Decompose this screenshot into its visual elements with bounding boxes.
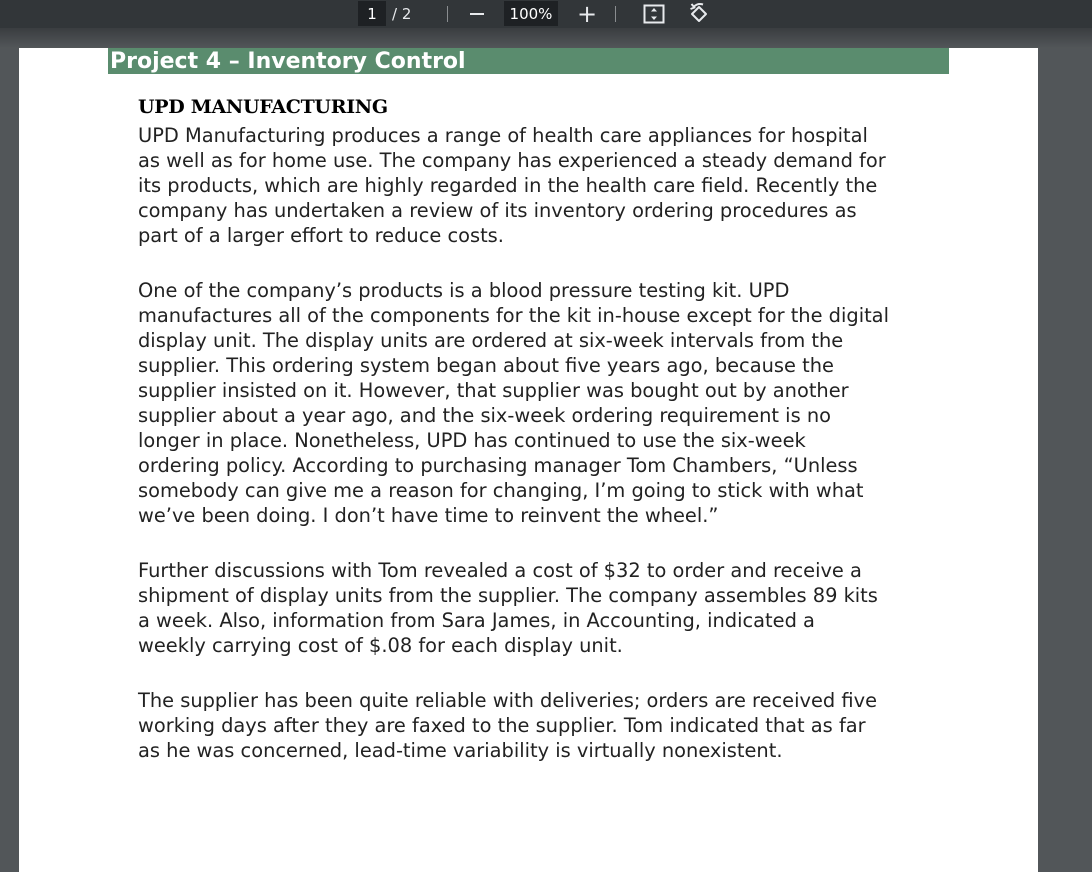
text-line: shipment of display units from the supplier. The company assembles 89 kits — [138, 584, 878, 607]
text-line: Further discussions with Tom revealed a cost of $32 to order and receive a — [138, 559, 862, 582]
pdf-toolbar — [0, 0, 1092, 28]
zoom-level-input[interactable]: 100% — [504, 1, 558, 26]
fit-to-page-icon — [643, 4, 665, 24]
text-line: company has undertaken a review of its inventory ordering procedures as — [138, 199, 857, 222]
text-line: manufactures all of the components for the kit in-house except for the digital — [138, 304, 889, 327]
paragraph — [138, 278, 889, 528]
zoom-out-button[interactable] — [466, 0, 488, 28]
page-number-input[interactable]: 1 — [358, 1, 386, 26]
toolbar-divider — [615, 6, 616, 22]
paragraph — [138, 123, 886, 248]
text-line: supplier about a year ago, and the six-week ordering requirement is no — [138, 404, 831, 427]
text-line: part of a larger effort to reduce costs. — [138, 224, 504, 247]
text-line: as well as for home use. The company has experienced a steady demand for — [138, 149, 886, 172]
page-count: / 2 — [392, 5, 412, 23]
viewer-background — [0, 28, 1092, 48]
text-line: we’ve been doing. I don’t have time to reinvent the wheel.” — [138, 504, 719, 527]
project-banner: Project 4 – Inventory Control — [108, 48, 949, 74]
document-heading: UPD MANUFACTURING — [138, 96, 388, 118]
text-line: The supplier has been quite reliable with deliveries; orders are received five — [138, 689, 877, 712]
paragraph — [138, 558, 878, 658]
paragraph — [138, 688, 877, 763]
text-line: somebody can give me a reason for changing, I’m going to stick with what — [138, 479, 864, 502]
rotate-icon — [687, 2, 711, 26]
minus-icon — [470, 13, 484, 15]
text-line: longer in place. Nonetheless, UPD has continued to use the six-week — [138, 429, 806, 452]
text-line: as he was concerned, lead-time variability is virtually nonexistent. — [138, 739, 783, 762]
text-line: display unit. The display units are ordered at six-week intervals from the — [138, 329, 844, 352]
pdf-page — [19, 48, 1038, 872]
rotate-button[interactable] — [687, 0, 711, 28]
text-line: weekly carrying cost of $.08 for each display unit. — [138, 634, 623, 657]
text-line: supplier. This ordering system began about five years ago, because the — [138, 354, 834, 377]
text-line: UPD Manufacturing produces a range of health care appliances for hospital — [138, 124, 868, 147]
fit-to-page-button[interactable] — [642, 0, 666, 28]
text-line: a week. Also, information from Sara James, in Accounting, indicated a — [138, 609, 815, 632]
text-line: ordering policy. According to purchasing manager Tom Chambers, “Unless — [138, 454, 858, 477]
zoom-in-button[interactable]: + — [576, 0, 598, 28]
toolbar-divider — [447, 6, 448, 22]
text-line: its products, which are highly regarded in the health care field. Recently the — [138, 174, 878, 197]
text-line: One of the company’s products is a blood pressure testing kit. UPD — [138, 279, 790, 302]
text-line: working days after they are faxed to the supplier. Tom indicated that as far — [138, 714, 866, 737]
text-line: supplier insisted on it. However, that supplier was bought out by another — [138, 379, 849, 402]
